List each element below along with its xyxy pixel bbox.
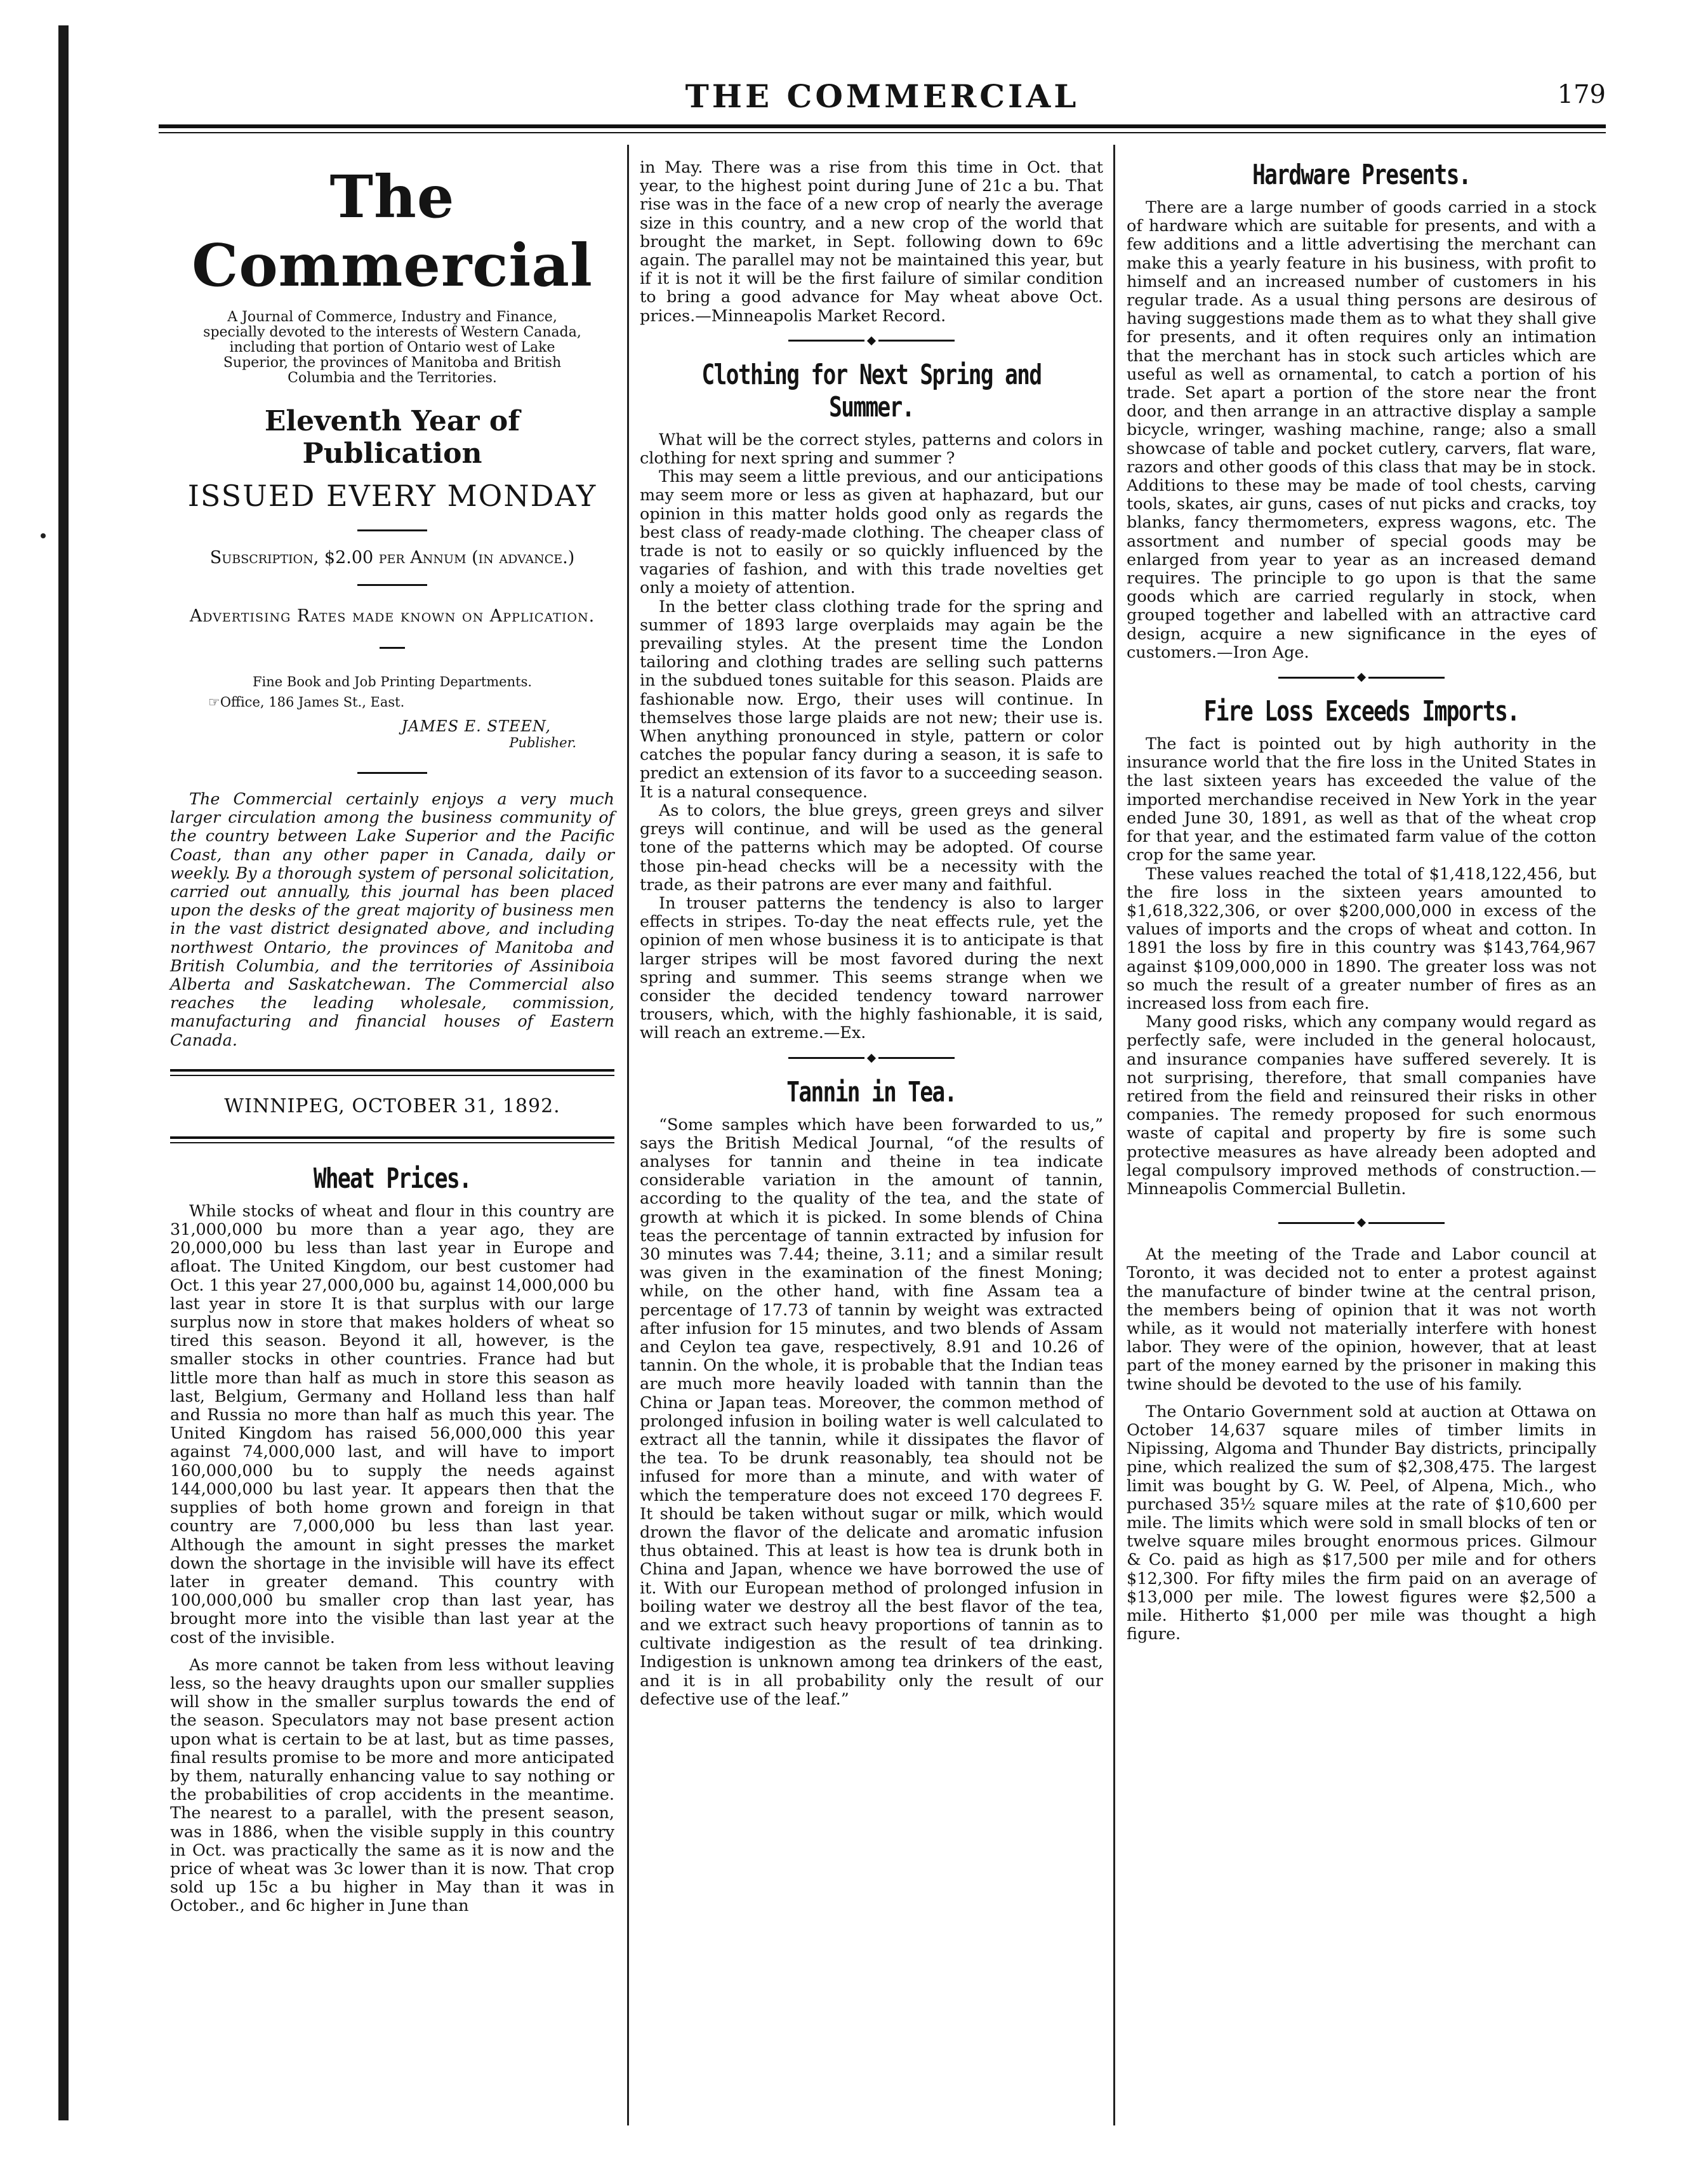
publisher-title: Publisher. <box>509 735 576 750</box>
circulation-notice: The Commercial certainly enjoys a very much larger circulation among the business community of the country between Lake Superior and the Pacific Coast, than any other paper in Canada, daily or weekly. By a thorough system of personal solicitation, carried out annually, this journal has been placed upon the desks of the great majority of business men in the vast district designated above, and including northwest Ontario, the provinces of Manitoba and British Columbia, and the territories of Assiniboia Alberta and Saskatchewan. The Commercial also reaches the leading wholesale, commission, manufacturing and financial houses of Eastern Canada. <box>170 790 614 1050</box>
article-heading-fire-loss: Fire Loss Exceeds Imports. <box>1203 695 1519 728</box>
page-number: 179 <box>1557 80 1606 109</box>
office-address: ☞Office, 186 James St., East. <box>208 695 405 710</box>
dateline: WINNIPEG, OCTOBER 31, 1892. <box>224 1094 560 1117</box>
article-paragraph: While stocks of wheat and flour in this country are 31,000,000 bu more than a year ago, they are 20,000,000 bu less than last year in Europe and afloat. The United Kingdom, our best customer had Oct. 1 this year 27,000,000 bu, against 14,000,000 bu last year in store It is that surplus with our large surplus now in store that makes holders of wheat so tired this season. Beyond it all, however, is the smaller stocks in other countries. France had but little more than half as much in store this season as last, Belgium, Germany and Holland less than half and Russia no more than half as much this year. The United Kingdom has raised 56,000,000 this year against 74,000,000 last, and will have to import 160,000,000 bu to supply the needs against 144,000,000 bu last year. It appears then that the supplies of both home grown and foreign in that country are 7,000,000 bu less than last year. Although the amount in sight presses the market down the shortage in the invisible will have its effect later in greater demand. This country with 100,000,000 bu smaller crop than last year, has brought more into the visible than last year at the cost of the invisible. <box>170 1201 614 1647</box>
article-paragraph: The Ontario Government sold at auction at Ottawa on October 14,637 square miles of timber limits in Nipissing, Algoma and Thunder Bay districts, principally pine, which realized the sum of $2,308,475. The largest limit was bought by G. W. Peel, of Alpena, Mich., who purchased 35½ square miles at the rate of $10,600 per mile. The limits which were sold in small blocks of ten or twelve square miles brought enormous prices. Gilmour & Co. paid as high as $17,500 per mile and for others $12,300. For fifty miles the firm paid on an average of $13,000 per mile. The lowest figures were $2,500 a mile. Hitherto $1,000 per mile was thought a high figure. <box>1127 1402 1596 1644</box>
section-ornament <box>640 331 1103 350</box>
header-rule-thin <box>159 132 1606 133</box>
article-paragraph: The fact is pointed out by high authority in the insurance world that the fire loss in the United States in the last sixteen years has exceeded the value of the imported merchandise received in New York in the year ended June 30, 1891, as well as that of the wheat crop for that year, and the estimated farm value of the cotton crop for the same year. <box>1127 735 1596 865</box>
column-left <box>170 159 614 1916</box>
journal-description: A Journal of Commerce, Industry and Finance, specially devoted to the interests of Western Canada, including that portion of Ontario west of Lake Superior, the provinces of Manitoba and British Columbia and the Territories. <box>203 309 581 386</box>
article-paragraph: In the better class clothing trade for the spring and summer of 1893 large overplaids may again be the prevailing styles. At the present time the London tailoring and clothing trades are selling such patterns in the subdued tones suitable for this season. Plaids are fashionable now. Ergo, their uses will continue. In themselves those large plaids are not new; their use is. When anything pronounced in style, pattern or color catches the popular fancy during a season, it is safe to predict an extension of its favor to a succeeding season. It is a natural consequence. <box>640 597 1103 802</box>
advertising-rates: Advertising Rates made known on Application. <box>189 606 595 626</box>
article-paragraph: These values reached the total of $1,418,122,456, but the fire loss in the sixteen years amounted to $1,618,322,306, or over $200,000,000 in excess of the values of imports and the crops of wheat and cotton. In 1891 the loss by fire in this country was $143,764,967 against $109,000,000 in 1890. The greater loss was not so much the result of a greater number of fires as an increased loss from each fire. <box>1127 864 1596 1013</box>
subscription-price: Subscription, $2.00 per Annum (in advance.) <box>209 548 575 568</box>
article-paragraph: Many good risks, which any company would regard as perfectly safe, were included in the general holocaust, and insurance companies have suffered severely. It is not surprising, therefore, that small companies have retired from the field and reinsured their risks in other companies. The remedy proposed for such enormous waste of capital and property by fire is some such protective measures as have already been adopted and legal compulsory improved methods of construction.—Minneapolis Commercial Bulletin. <box>1127 1013 1596 1199</box>
divider-double <box>170 1136 614 1143</box>
column-middle <box>640 159 1103 1709</box>
publication-year: Eleventh Year of Publication <box>264 405 520 470</box>
column-divider-2 <box>1113 145 1115 2125</box>
article-heading-wheat: Wheat Prices. <box>313 1162 472 1195</box>
article-paragraph: As to colors, the blue greys, green greys and silver greys will continue, and will be used as the general tone of the patterns which may be adopted. Of course those pin-head checks will be a necessity with the trade, as their patrons are ever many and faithful. <box>640 801 1103 894</box>
divider <box>357 584 427 586</box>
section-ornament <box>640 1048 1103 1067</box>
column-divider-1 <box>627 145 629 2125</box>
article-paragraph: At the meeting of the Trade and Labor council at Toronto, it was decided not to enter a protest against the manufacture of binder twine at the central prison, the members being of opinion that it was not worth while, as it would not materially interfere with honest labor. They were of the opinion, however, that at least part of the money earned by the prisoner in making this twine should be devoted to the use of his family. <box>1127 1245 1596 1394</box>
issue-frequency: ISSUED EVERY MONDAY <box>187 479 597 513</box>
article-paragraph: There are a large number of goods carried in a stock of hardware which are suitable for presents, and with a few additions and a little advertising the merchant can make this a yearly feature in his business, with profit to himself and an increased number of customers in his regular trade. As a usual thing persons are desirous of having suggestions made them as to what they shall give for presents, and it often requires only an intimation that the merchant has in stock such articles which are useful as well as ornamental, to catch a portion of his trade. Set apart a portion of the store near the front door, and then arrange in an attractive display a sample bicycle, wringer, washing machine, range; also a small showcase of table and pocket cutlery, carvers, flat ware, razors and other goods of this class that may be in stock. Additions to these may be made of tool chests, carving tools, skates, air guns, cases of nut picks and cracks, toy blanks, fancy thermometers, express wagons, etc. The assortment and number of special goods may be enlarged from year to year as an increased demand requires. The principle to go upon is that the same goods which are carried regularly in stock, when grouped together and labelled with an attractive card design, acquire a new significance in the eyes of customers.—Iron Age. <box>1127 198 1596 662</box>
article-paragraph: This may seem a little previous, and our anticipations may seem more or less as given at haphazard, but our opinion in this matter holds good only as regards the best class of ready-made clothing. The cheaper class of trade is not to easily or so quickly influenced by the vagaries of fashion, and with this trade novelties get only a moiety of attention. <box>640 467 1103 598</box>
divider <box>357 772 427 774</box>
section-ornament <box>1127 667 1596 686</box>
divider-double <box>170 1069 614 1076</box>
article-paragraph: As more cannot be taken from less without leaving less, so the heavy draughts upon our smaller supplies will show in the smaller surplus towards the end of the season. Speculators may not base present action upon what is certain to be at last, but as time passes, final results promise to be more and more anticipated by them, naturally enhancing value to say nothing or the probabilities of crop accidents in the meantime. The nearest to a parallel, with the present season, was in 1886, when the visible supply in this country in Oct. was practically the same as it is now and the price of wheat was 3c lower than it is now. That crop sold up 15c a bu higher in May than it was in October., and 6c higher in June than <box>170 1655 614 1916</box>
article-heading-clothing: Clothing for Next Spring and Summer. <box>701 358 1042 423</box>
divider <box>357 529 427 531</box>
printing-departments: Fine Book and Job Printing Departments. <box>252 674 533 689</box>
article-paragraph: “Some samples which have been forwarded to us,” says the British Medical Journal, “of the results of analyses for tannin and theine in tea indicate considerable variation in the amount of tannin, according to the quality of the tea, and the state of growth at which it is picked. In some blends of China teas the percentage of tannin extracted by infusion for 30 minutes was 7.44; theine, 3.11; and a similar result was given in the examination of the finest Moning; while, on the other hand, with fine Assam tea a percentage of 17.73 of tannin by weight was extracted after infusion for 15 minutes, and two blends of Assam and Ceylon tea gave, respectively, 8.91 and 10.26 of tannin. On the whole, it is probable that the Indian teas are much more heavily loaded with tannin than the China or Japan teas. Moreover, the common method of prolonged infusion in boiling water is well calculated to extract all the tannin, while it dissipates the flavor of the tea. To be drunk reasonably, tea should not be infused for more than a minute, and with water of which the temperature does not exceed 170 degrees F. It should be taken without sugar or milk, which would drown the flavor of the delicate and aromatic infusion thus obtained. This at least is how tea is drunk both in China and Japan, whence we have borrowed the use of it. With our European method of prolonged infusion in boiling water we destroy all the best flavor of the tea, and we extract such heavy proportions of tannin as to cultivate indigestion as the result of tea drinking. Indigestion is unknown among tea drinkers of the east, and it is in all probability only the result of our defective use of the leaf.” <box>640 1115 1103 1709</box>
margin-speck <box>41 533 46 538</box>
article-paragraph: in May. There was a rise from this time in Oct. that year, to the highest point during June of 21c a bu. That rise was in the face of a new crop of nearly the average size in this country, and a new crop of the world that brought the market, in Sept. following down to 69c again. The parallel may not be maintained this year, but if it is not it will be the first failure of similar condition to bring a good advance for May wheat above Oct. prices.—Minneapolis Market Record. <box>640 158 1103 326</box>
article-heading-hardware: Hardware Presents. <box>1252 159 1471 191</box>
page-spine-shadow <box>58 25 69 2120</box>
column-right <box>1127 159 1596 1644</box>
article-heading-tannin: Tannin in Tea. <box>786 1075 957 1108</box>
divider <box>380 647 405 649</box>
header-rule-thick <box>159 124 1606 128</box>
publisher-name: JAMES E. STEEN, <box>401 717 551 735</box>
newspaper-logo: The Commercial <box>192 163 593 300</box>
article-paragraph: In trouser patterns the tendency is also to larger effects in stripes. To-day the neat effects rule, yet the opinion of men whose business it is to anticipate is that larger stripes will be most favored during the next spring and summer. This seems strange when we consider the decided tendency toward narrower trousers, which, with the highly fashionable, it is said, will reach an extreme.—Ex. <box>640 893 1103 1043</box>
running-masthead: THE COMMERCIAL <box>685 77 1080 115</box>
section-ornament <box>1127 1213 1596 1232</box>
article-paragraph: What will be the correct styles, patterns and colors in clothing for next spring and summer ? <box>640 430 1103 469</box>
